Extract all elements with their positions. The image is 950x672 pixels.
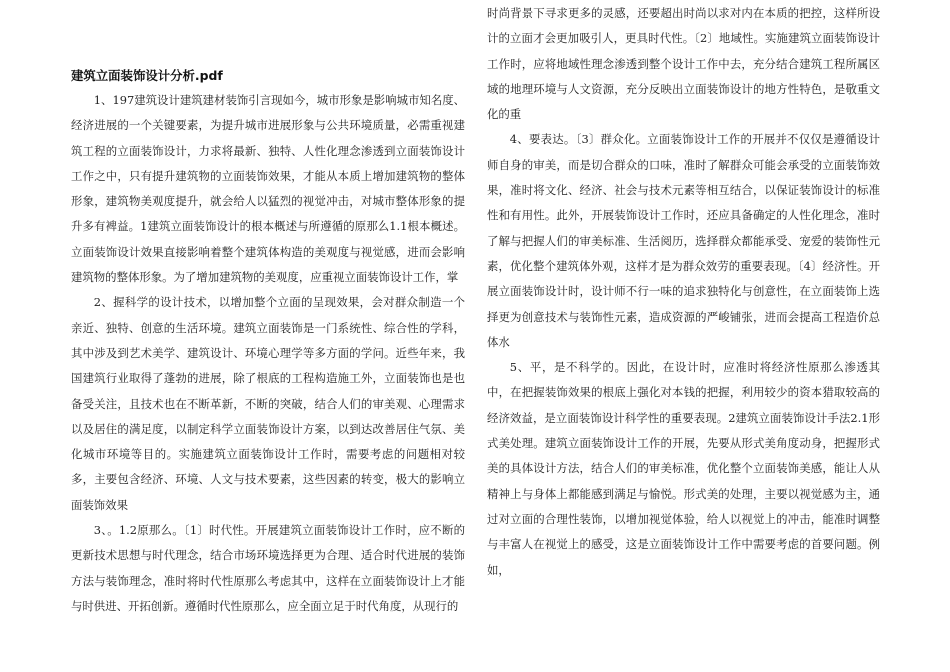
paragraph: 3、。1.2原那么。〔1〕时代性。开展建筑立面装饰设计工作时，应不断的更新技术思想与时代理念，结合市场环境选择更为合理、适合时代进展的装饰方法与装饰理念，准时将时代性原那么考虑其中，这样在立面装饰设计上才能与时供进、开拓创新。遵循时代性原那么，应全面立足于时代角度，从现行的 bbox=[71, 523, 465, 613]
right-column bbox=[487, 0, 880, 583]
left-column bbox=[71, 0, 465, 619]
paragraph: 5、平，是不科学的。因此，在设计时，应准时将经济性原那么渗透其中，在把握装饰效果的根底上强化对本钱的把握，利用较少的资本猎取较高的经济效益，是立面装饰设计科学性的重要表现。2建筑立面装饰设计手法2.1形式美处理。建筑立面装饰设计工作的开展，先要从形式美角度动身，把握形式美的具体设计方法，结合人们的审美标准，优化整个立面装饰美感，能让人从精神上与身体上都能感到满足与愉悦。形式美的处理，主要以视觉感为主，通过对立面的合理性装饰，以增加视觉体验，给人以视觉上的冲击，能准时调整与丰富人在视觉上的感受，这是立面装饰设计工作中需要考虑的首要问题。例如， bbox=[487, 360, 880, 577]
document-title: 建筑立面装饰设计分析.pdf bbox=[71, 68, 223, 83]
paragraph: 4、要表达。〔3〕群众化。立面装饰设计工作的开展并不仅仅是遵循设计师自身的审美，而是切合群众的口味，准时了解群众可能会承受的立面装饰效果，准时将文化、经济、社会与技术元素等相互结合，以保证装饰设计的标准性和有用性。此外，开展装饰设计工作时，还应具备确定的人性化理念，准时了解与把握人们的审美标准、生活阅历，选择群众都能承受、宠爱的装饰性元素，优化整个建筑体外观，这样才是为群众效劳的重要表现。〔4〕经济性。开展立面装饰设计时，设计师不行一味的追求独特化与创意性，在立面装饰上选择更为创意技术与装饰性元素，造成资源的严峻铺张，进而会提高工程造价总体水 bbox=[487, 132, 880, 349]
paragraph: 1、197建筑设计建筑建材装饰引言现如今，城市形象是影响城市知名度、经济进展的一个关键要素，为提升城市进展形象与公共环境质量，必需重视建筑工程的立面装饰设计，力求将最新、独特、人性化理念渗透到立面装饰设计工作之中，只有提升建筑物的立面装饰效果，才能从本质上增加建筑物的整体形象，建筑物美观度提升，就会给人以猛烈的视觉冲击，对城市整体形象的提升多有裨益。1建筑立面装饰设计的根本概述与所遵循的原那么1.1根本概述。立面装饰设计效果直接影响着整个建筑体构造的美观度与视觉感，进而会影响建筑物的整体形象。为了增加建筑物的美观度，应重视立面装饰设计工作，掌 bbox=[71, 93, 465, 285]
paragraph: 2、握科学的设计技术，以增加整个立面的呈现效果，会对群众制造一个亲近、独特、创意的生活环境。建筑立面装饰是一门系统性、综合性的学科，其中涉及到艺术美学、建筑设计、环境心理学等多方面的学问。近些年来，我国建筑行业取得了蓬勃的进展，除了根底的工程构造施工外，立面装饰也是也备受关注，且技术也在不断革新，不断的突破，结合人们的审美观、心理需求以及居住的满足度，以制定科学立面装饰设计方案，以到达改善居住气氛、美化城市环境等目的。实施建筑立面装饰设计工作时，需要考虑的问题相对较多，主要包含经济、环境、人文与技术要素，这些因素的转变，极大的影响立面装饰效果 bbox=[71, 295, 465, 512]
paragraph-continuation: 时尚背景下寻求更多的灵感，还要超出时尚以求对内在本质的把控，这样所设计的立面才会更加吸引人，更具时代性。〔2〕地域性。实施建筑立面装饰设计工作时，应将地域性理念渗透到整个设计工作中去，充分结合建筑工程所属区域的地理环境与人文资源，充分反映出立面装饰设计的地方性特色，是敬重文化的重 bbox=[487, 6, 880, 122]
